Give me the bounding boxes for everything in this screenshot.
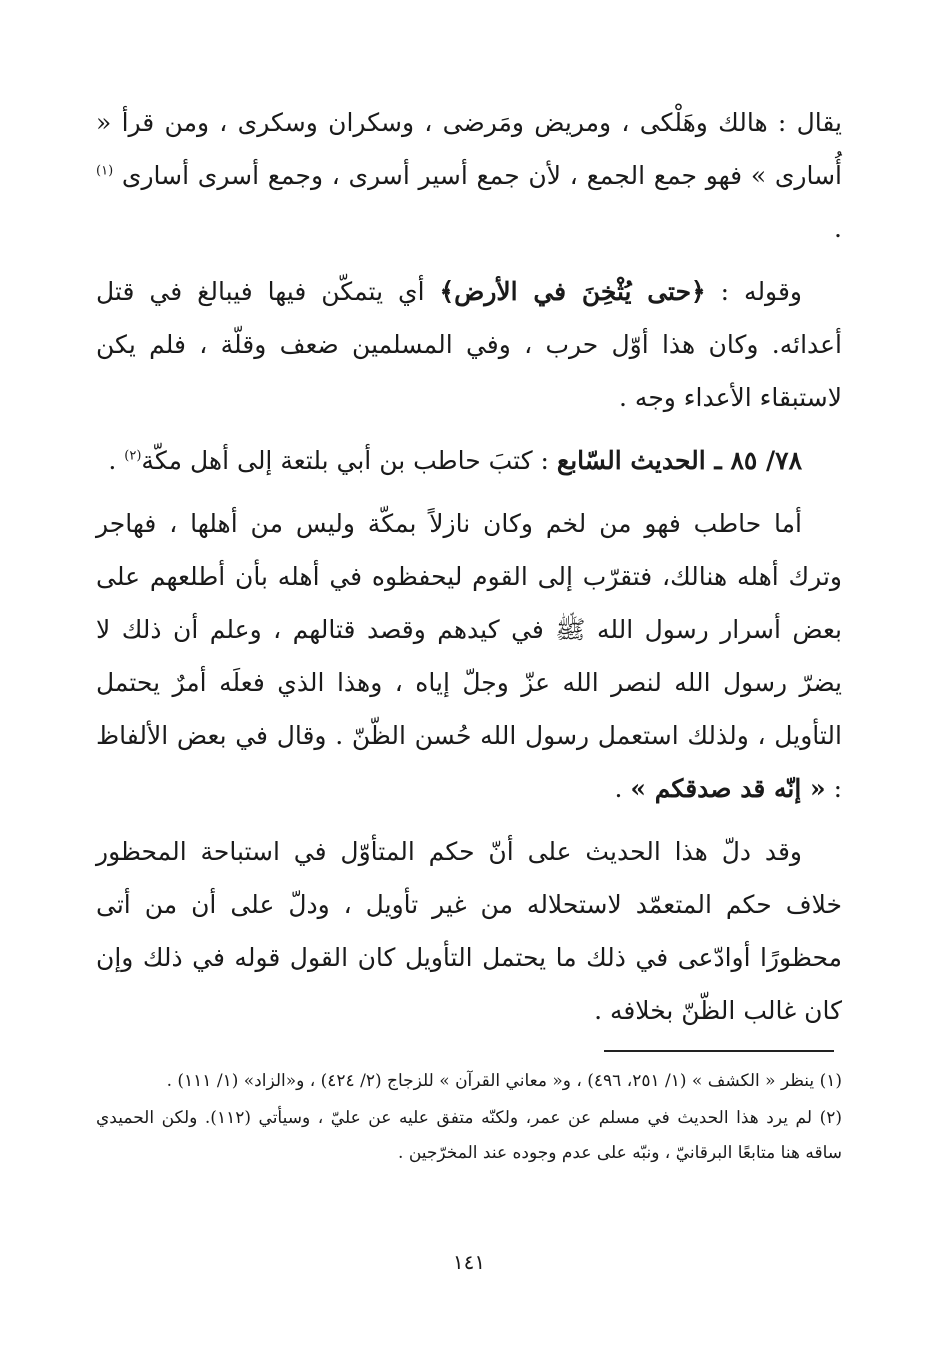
paragraph-2-text: أي يتمكّن فيها فيبالغ في قتل أعدائه. وكان هذا أوّل حرب ، وفي المسلمين ضعف وقلّة ، فلم يكن لاستبقاء الأعداء وجه .: [96, 277, 842, 412]
hadith-quote: « إنّه قد صدقكم »: [630, 774, 826, 803]
hadith-number: ٧٨/ ٨٥ ـ الحديث السّابع: [556, 446, 802, 475]
footnote-ref-1: (١): [96, 163, 114, 179]
paragraph-3: [96, 497, 842, 815]
page-number: ١٤١: [452, 1250, 486, 1274]
main-text: [96, 96, 842, 1047]
paragraph-1-end: .: [834, 214, 842, 243]
footnote-1-text: ينظر « الكشف » (١/ ٢٥١، ٤٩٦) ، و« معاني القرآن » للزجاج (٢/ ٤٢٤) ، و«الزاد» (١/ ١١١) .: [166, 1071, 820, 1091]
footnote-divider: [604, 1050, 834, 1052]
paragraph-3-text: أما حاطب فهو من لخم وكان نازلاً بمكّة وليس من أهلها ، فهاجر وترك أهله هنالك، فتقرّب إلى القوم ليحفظوه في أهله بأن أطلعهم على بعض أسرار رسول الله ﷺ في كيدهم وقصد قتالهم ، وعلم أن ذلك لا يضرّ رسول الله لنصر الله عزّ وجلّ إياه ، وهذا الذي فعلَه أمرٌ يحتمل التأويل ، ولذلك استعمل رسول الله حُسن الظّنّ . وقال في بعض الألفاظ :: [96, 509, 842, 803]
paragraph-3-end: .: [614, 774, 631, 803]
footnotes: [96, 1064, 842, 1173]
footnote-ref-2: (٢): [124, 448, 142, 464]
hadith-heading: [96, 434, 842, 487]
footnote-2-label: (٢): [819, 1108, 842, 1128]
footnote-1: [96, 1064, 842, 1099]
paragraph-1: [96, 96, 842, 255]
paragraph-1-text: يقال : هالك وهَلْكى ، ومريض ومَرضى ، وسكران وسكرى ، ومن قرأ « أُسارى » فهو جمع الجمع ، لأن جمع أسير أسرى ، وجمع أسرى أسارى: [96, 108, 842, 190]
heading-end: .: [108, 446, 125, 475]
paragraph-2-lead: وقوله :: [705, 277, 802, 306]
paragraph-4-text: وقد دلّ هذا الحديث على أنّ حكم المتأوّل في استباحة المحظور خلاف حكم المتعمّد لاستحلاله من غير تأويل ، ودلّ على أن من أتى محظورًا أوادّعى في ذلك ما يحتمل التأويل كان القول قوله في ذلك وإن كان غالب الظّنّ بخلافه .: [96, 837, 842, 1025]
footnote-1-label: (١): [819, 1071, 842, 1091]
footnote-2: [96, 1101, 842, 1171]
paragraph-4: [96, 825, 842, 1037]
paragraph-2: [96, 265, 842, 424]
footnote-2-text: لم يرد هذا الحديث في مسلم عن عمر، ولكنّه متفق عليه عن عليّ ، وسيأتي (١١٢). ولكن الحميدي ساقه هنا متابعًا البرقانيّ ، ونبّه على عدم وجوده عند المخرّجين .: [96, 1108, 842, 1163]
hadith-title: : كتبَ حاطب بن أبي بلتعة إلى أهل مكّة: [141, 446, 557, 475]
quran-quote: ﴿حتى يُثْخِنَ في الأرض﴾: [439, 277, 706, 306]
